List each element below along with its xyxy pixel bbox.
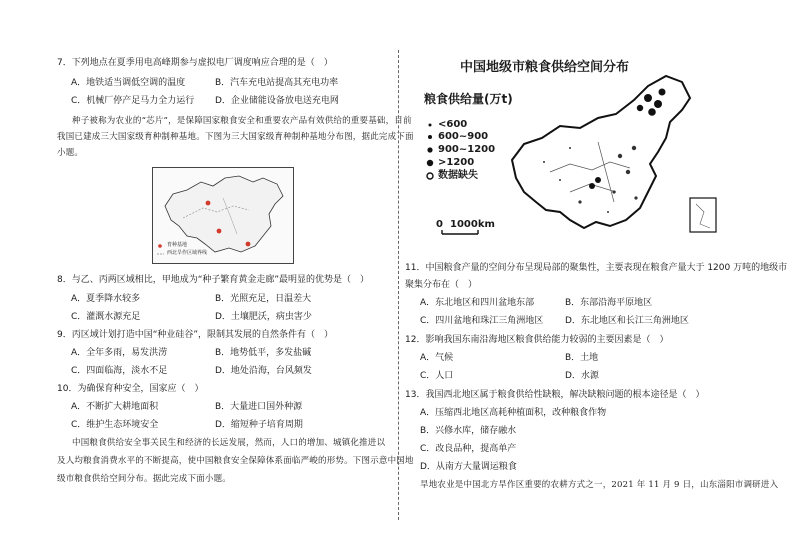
q9-stem: 9．丙区域计划打造中国“种业硅谷”，限制其发展的自然条件有（ ） [57,330,334,340]
dot-lt600-2 [543,161,545,163]
seed-base-marker-yi [217,229,222,234]
q10-option-c: C．维护生态环境安全 [71,420,159,430]
dot-gt1200-3 [648,108,656,116]
scale-label: 1000km [450,219,495,230]
q10-option-a: A．不断扩大耕地面积 [71,402,159,412]
legend-item-2: 600~900 [438,131,489,142]
q12-option-c: C．人口 [420,371,454,381]
passage3-line-1: 旱地农业是中国北方旱作区重要的农耕方式之一，2021 年 11 月 9 日，山东淄阳市调研进入 [420,480,779,490]
q7-option-a: A．地铁适当调低空调的温度 [71,78,186,88]
passage2-line-3: 级市粮食供给空间分布。据此完成下面小题。 [57,474,232,484]
legend-item-4: >1200 [438,157,475,168]
q11-stem-line-1: 11．中国粮食产量的空间分布呈现局部的聚集性，主要表现在粮食产量大于 1200 万吨的地级市 [405,263,788,273]
dot-600-900-1 [612,190,615,193]
q9-option-c: C．四面临海，淡水不足 [71,366,168,376]
passage1-line-2: 我国已建成三大国家级育种制种基地。下图为三大国家级育种制种基地分布图，据此完成下面 [57,132,414,142]
small-map-legend-2: 西北旱作区域界线 [167,250,208,256]
legend-item-3: 900~1200 [438,144,496,155]
dot-gt1200-4 [659,89,666,96]
legend-lt600-icon [429,124,432,127]
dot-600-900-2 [578,200,581,203]
q9-option-a: A．全年多雨，易发洪涝 [71,348,168,358]
q9-option-d: D．地处沿海，台风频发 [215,366,312,376]
dot-gt1200-6 [589,183,595,189]
legend-title: 粮食供给量(万t) [424,92,513,106]
legend-item-1: <600 [438,119,468,130]
dot-gt1200-2 [654,100,662,108]
q13-option-c: C．改良品种，提高单产 [420,444,517,454]
passage1-line-3: 小题。 [57,148,84,158]
dot-900-1200-2 [626,170,630,174]
dot-lt600-3 [569,147,571,149]
q13-stem: 13．我国西北地区属于粮食供给性缺粮，解决缺粮问题的根本途径是（ ） [405,390,705,400]
seed-base-map [152,167,294,264]
passage2-line-2: 及人均粮食消费水平的不断提高，使中国粮食安全保障体系面临严峻的形势。下图示意中国地 [57,456,414,466]
q8-option-c: C．灌溉水源充足 [71,312,141,322]
seed-base-marker-bing [246,242,251,247]
q11-option-b: B．东部沿海平原地区 [565,298,653,308]
small-map-legend-1: 育种基地 [167,242,188,248]
q8-option-a: A．夏季降水较多 [71,294,141,304]
q10-option-b: B．大量进口国外种源 [215,402,303,412]
q11-stem-line-2: 聚集分布在（ ） [405,280,478,290]
dot-900-1200-1 [618,154,622,158]
dot-gt1200-7 [595,177,601,183]
dot-900-1200-3 [632,146,636,150]
dot-lt600-1 [559,179,561,181]
q11-option-c: C．四川盆地和珠江三角洲地区 [420,316,544,326]
q10-option-d: D．缩短种子培育周期 [215,420,303,430]
legend-missing-data-icon [427,173,433,179]
legend-900-1200-icon [427,147,432,152]
passage2-line-1: 中国粮食供给安全事关民生和经济的长远发展，然而，人口的增加、城镇化推进以 [72,438,386,448]
dot-gt1200-1 [644,94,652,102]
scale-zero-label: 0 [436,219,443,230]
dot-600-900-3 [634,196,637,199]
legend-gt1200-icon [427,160,433,166]
q12-stem: 12．影响我国东南沿海地区粮食供给能力较弱的主要因素是（ ） [405,335,669,345]
q9-option-b: B．地势低平，多发盐碱 [215,348,312,358]
q10-stem: 10．为确保育种安全，国家应（ ） [57,384,204,394]
grain-supply-map [420,52,732,252]
q12-option-b: B．土地 [565,353,599,363]
seed-base-marker-jia [206,201,211,206]
q7-option-c: C．机械厂停产足马力全力运行 [71,96,195,106]
legend-seed-base-icon [158,244,162,248]
q11-option-a: A．东北地区和四川盆地东部 [420,298,535,308]
q7-option-d: D．企业储能设备放电送充电网 [215,96,339,106]
q7-stem: 7．下列地点在夏季用电高峰期参与虚拟电厂调度响应合理的是（ ） [57,58,333,68]
dot-gt1200-5 [637,105,643,111]
q7-option-b: B．汽车充电站提高其充电功率 [215,78,339,88]
legend-600-900-icon [428,135,432,139]
q11-option-d: D．东北地区和长江三角洲地区 [565,316,689,326]
q12-option-d: D．水源 [565,371,599,381]
map-title: 中国地级市粮食供给空间分布 [460,60,630,75]
q8-stem: 8．与乙、丙两区域相比，甲地成为“种子繁育黄金走廊”最明显的优势是（ ） [57,275,370,285]
china-outline [165,176,283,252]
dot-lt600-4 [607,211,609,213]
q13-option-a: A．压缩西北地区高耗种植面积，改种粮食作物 [420,408,607,418]
q8-option-d: D．土壤肥沃，病虫害少 [215,312,312,322]
column-divider [398,50,399,520]
q13-option-d: D．从南方大量调运粮食 [420,462,517,472]
q13-option-b: B．兴修水库，储存融水 [420,426,517,436]
q12-option-a: A．气候 [420,353,454,363]
q8-option-b: B．光照充足，日温差大 [215,294,312,304]
passage1-line-1: 种子被称为农业的“芯片”，是保障国家粮食安全和重要农产品有效供给的重要基础，目前 [72,116,412,126]
legend-item-5: 数据缺失 [438,170,478,181]
